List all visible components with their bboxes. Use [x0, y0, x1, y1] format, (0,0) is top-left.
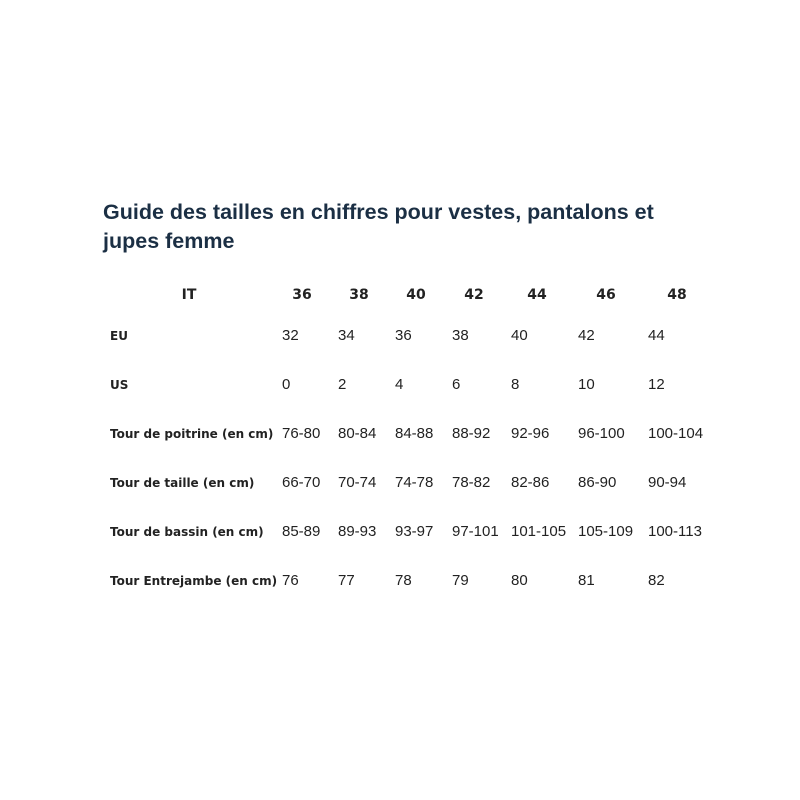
table-cell: 80-84 [338, 425, 377, 442]
row-label: Tour de taille (en cm) [110, 476, 255, 490]
table-cell: 42 [578, 327, 595, 344]
table-cell: 76-80 [282, 425, 321, 442]
table-cell: 74-78 [395, 474, 434, 491]
row-label: Tour Entrejambe (en cm) [110, 574, 278, 588]
table-cell: 96-100 [578, 425, 625, 442]
table-cell: 78 [395, 572, 412, 589]
header-size-40: 40 [406, 287, 426, 303]
table-cell: 85-89 [282, 523, 321, 540]
table-cell: 36 [395, 327, 412, 344]
table-cell: 77 [338, 572, 355, 589]
table-cell: 44 [648, 327, 665, 344]
table-cell: 90-94 [648, 474, 687, 491]
table-cell: 92-96 [511, 425, 550, 442]
table-cell: 82-86 [511, 474, 550, 491]
table-cell: 93-97 [395, 523, 434, 540]
header-size-44: 44 [527, 287, 547, 303]
table-cell: 100-113 [648, 523, 702, 540]
page-title: Guide des tailles en chiffres pour vestes, pantalons et jupes femme [103, 200, 654, 253]
table-cell: 89-93 [338, 523, 377, 540]
table-cell: 79 [452, 572, 469, 589]
table-cell: 84-88 [395, 425, 434, 442]
table-cell: 86-90 [578, 474, 617, 491]
table-cell: 80 [511, 572, 528, 589]
table-cell: 2 [338, 376, 347, 393]
header-size-38: 38 [349, 287, 369, 303]
table-cell: 34 [338, 327, 355, 344]
table-cell: 32 [282, 327, 299, 344]
row-label: US [110, 378, 129, 392]
table-cell: 70-74 [338, 474, 377, 491]
table-cell: 12 [648, 376, 665, 393]
row-label: Tour de poitrine (en cm) [110, 427, 274, 441]
row-label: EU [110, 329, 128, 343]
table-cell: 97-101 [452, 523, 499, 540]
header-size-36: 36 [292, 287, 312, 303]
table-cell: 6 [452, 376, 461, 393]
table-cell: 10 [578, 376, 595, 393]
table-cell: 81 [578, 572, 595, 589]
header-size-46: 46 [596, 287, 616, 303]
table-cell: 101-105 [511, 523, 567, 540]
table-cell: 100-104 [648, 425, 704, 442]
table-cell: 4 [395, 376, 404, 393]
table-cell: 40 [511, 327, 528, 344]
table-cell: 105-109 [578, 523, 634, 540]
table-cell: 66-70 [282, 474, 321, 491]
table-cell: 88-92 [452, 425, 491, 442]
table-cell: 76 [282, 572, 299, 589]
table-cell: 82 [648, 572, 665, 589]
header-size-48: 48 [667, 287, 687, 303]
header-size-42: 42 [464, 287, 484, 303]
table-cell: 38 [452, 327, 469, 344]
header-it: IT [181, 287, 197, 303]
table-cell: 0 [282, 376, 291, 393]
row-label: Tour de bassin (en cm) [110, 525, 264, 539]
table-cell: 78-82 [452, 474, 491, 491]
table-cell: 8 [511, 376, 520, 393]
